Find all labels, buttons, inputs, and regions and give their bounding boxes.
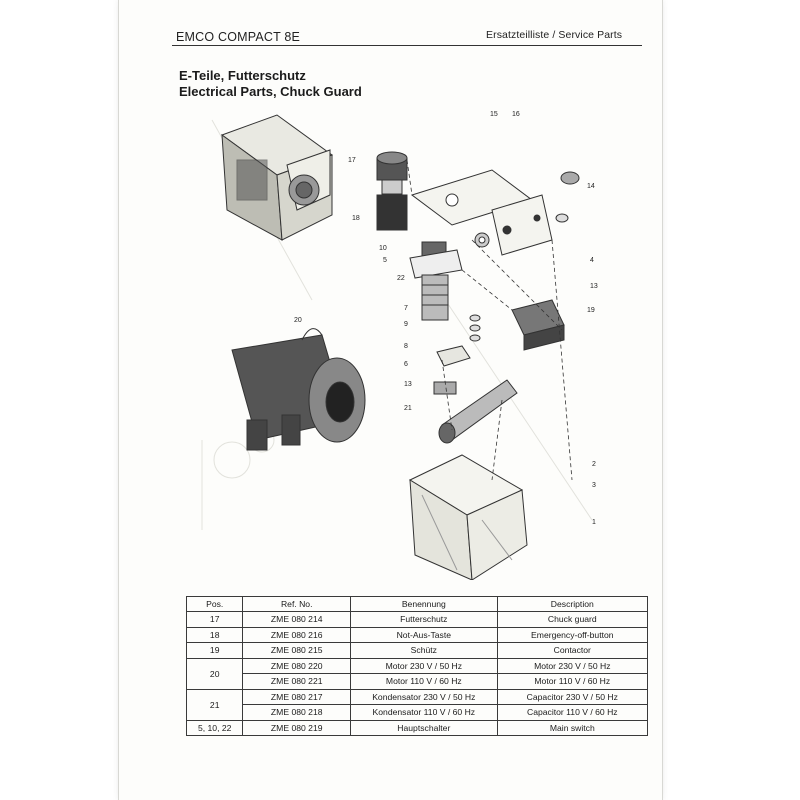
table-row	[187, 612, 648, 628]
callout-1: 1	[592, 519, 596, 526]
cell-description: Chuck guard	[497, 612, 647, 628]
column-header-benennung: Benennung	[351, 597, 498, 612]
cell-benennung: Motor 110 V / 60 Hz	[351, 674, 498, 690]
table-row	[187, 674, 648, 690]
cell-description: Motor 110 V / 60 Hz	[497, 674, 647, 690]
callout-18: 18	[352, 215, 360, 222]
housing-part-1	[410, 455, 527, 580]
callout-20: 20	[294, 317, 302, 324]
table-row	[187, 705, 648, 721]
emergency-button-part-18	[377, 152, 407, 230]
callout-16: 16	[512, 111, 520, 118]
callout-7: 7	[404, 305, 408, 312]
cell-ref: ZME 080 215	[243, 643, 351, 659]
connector-part-14	[556, 172, 579, 222]
chuck-guard-part-17	[222, 115, 332, 240]
document-header-title: EMCO COMPACT 8E	[176, 30, 301, 44]
table-row	[187, 658, 648, 674]
callout-21: 21	[404, 405, 412, 412]
callout-15: 15	[490, 111, 498, 118]
cell-ref: ZME 080 220	[243, 658, 351, 674]
cell-ref: ZME 080 219	[243, 720, 351, 736]
cell-ref: ZME 080 221	[243, 674, 351, 690]
callout-19: 19	[587, 307, 595, 314]
cell-description: Motor 230 V / 50 Hz	[497, 658, 647, 674]
callout-17: 17	[348, 157, 356, 164]
table-row	[187, 627, 648, 643]
cell-ref: ZME 080 218	[243, 705, 351, 721]
cell-pos: 20	[187, 658, 243, 689]
cell-benennung: Kondensator 230 V / 50 Hz	[351, 689, 498, 705]
column-header-pos: Pos.	[187, 597, 243, 612]
callout-8: 8	[404, 343, 408, 350]
motor-part-20	[232, 329, 365, 450]
cell-benennung: Hauptschalter	[351, 720, 498, 736]
callout-4: 4	[590, 257, 594, 264]
table-row	[187, 720, 648, 736]
exploded-parts-diagram	[172, 100, 642, 580]
cell-ref: ZME 080 217	[243, 689, 351, 705]
cell-benennung: Motor 230 V / 50 Hz	[351, 658, 498, 674]
cell-benennung: Futterschutz	[351, 612, 498, 628]
table-row	[187, 689, 648, 705]
callout-9: 9	[404, 321, 408, 328]
cell-pos: 19	[187, 643, 243, 659]
column-header-ref-no: Ref. No.	[243, 597, 351, 612]
table-header-row	[187, 597, 648, 612]
cell-pos: 21	[187, 689, 243, 720]
callout-10: 10	[379, 245, 387, 252]
callout-3: 3	[592, 482, 596, 489]
cell-pos: 18	[187, 627, 243, 643]
callout-13-bottom: 13	[404, 381, 412, 388]
main-switch-parts-5-10-22	[410, 242, 462, 320]
callout-13-top: 13	[590, 283, 598, 290]
cell-benennung: Schütz	[351, 643, 498, 659]
cell-pos: 17	[187, 612, 243, 628]
table-row	[187, 643, 648, 659]
cell-pos: 5, 10, 22	[187, 720, 243, 736]
section-title-german: E-Teile, Futterschutz	[179, 68, 306, 83]
section-title-english: Electrical Parts, Chuck Guard	[179, 84, 362, 99]
cell-ref: ZME 080 216	[243, 627, 351, 643]
column-header-description: Description	[497, 597, 647, 612]
callout-5: 5	[383, 257, 387, 264]
cell-benennung: Kondensator 110 V / 60 Hz	[351, 705, 498, 721]
callout-2: 2	[592, 461, 596, 468]
callout-22: 22	[397, 275, 405, 282]
cell-description: Capacitor 110 V / 60 Hz	[497, 705, 647, 721]
cell-description: Capacitor 230 V / 50 Hz	[497, 689, 647, 705]
callout-6: 6	[404, 361, 408, 368]
cell-description: Main switch	[497, 720, 647, 736]
small-hardware-parts	[437, 315, 480, 366]
header-divider	[172, 45, 642, 46]
cell-description: Contactor	[497, 643, 647, 659]
cell-description: Emergency-off-button	[497, 627, 647, 643]
cell-benennung: Not-Aus-Taste	[351, 627, 498, 643]
document-header-right: Ersatzteilliste / Service Parts	[486, 29, 623, 41]
contactor-part-19	[512, 300, 564, 350]
callout-14: 14	[587, 183, 595, 190]
cell-ref: ZME 080 214	[243, 612, 351, 628]
parts-table	[186, 596, 648, 736]
